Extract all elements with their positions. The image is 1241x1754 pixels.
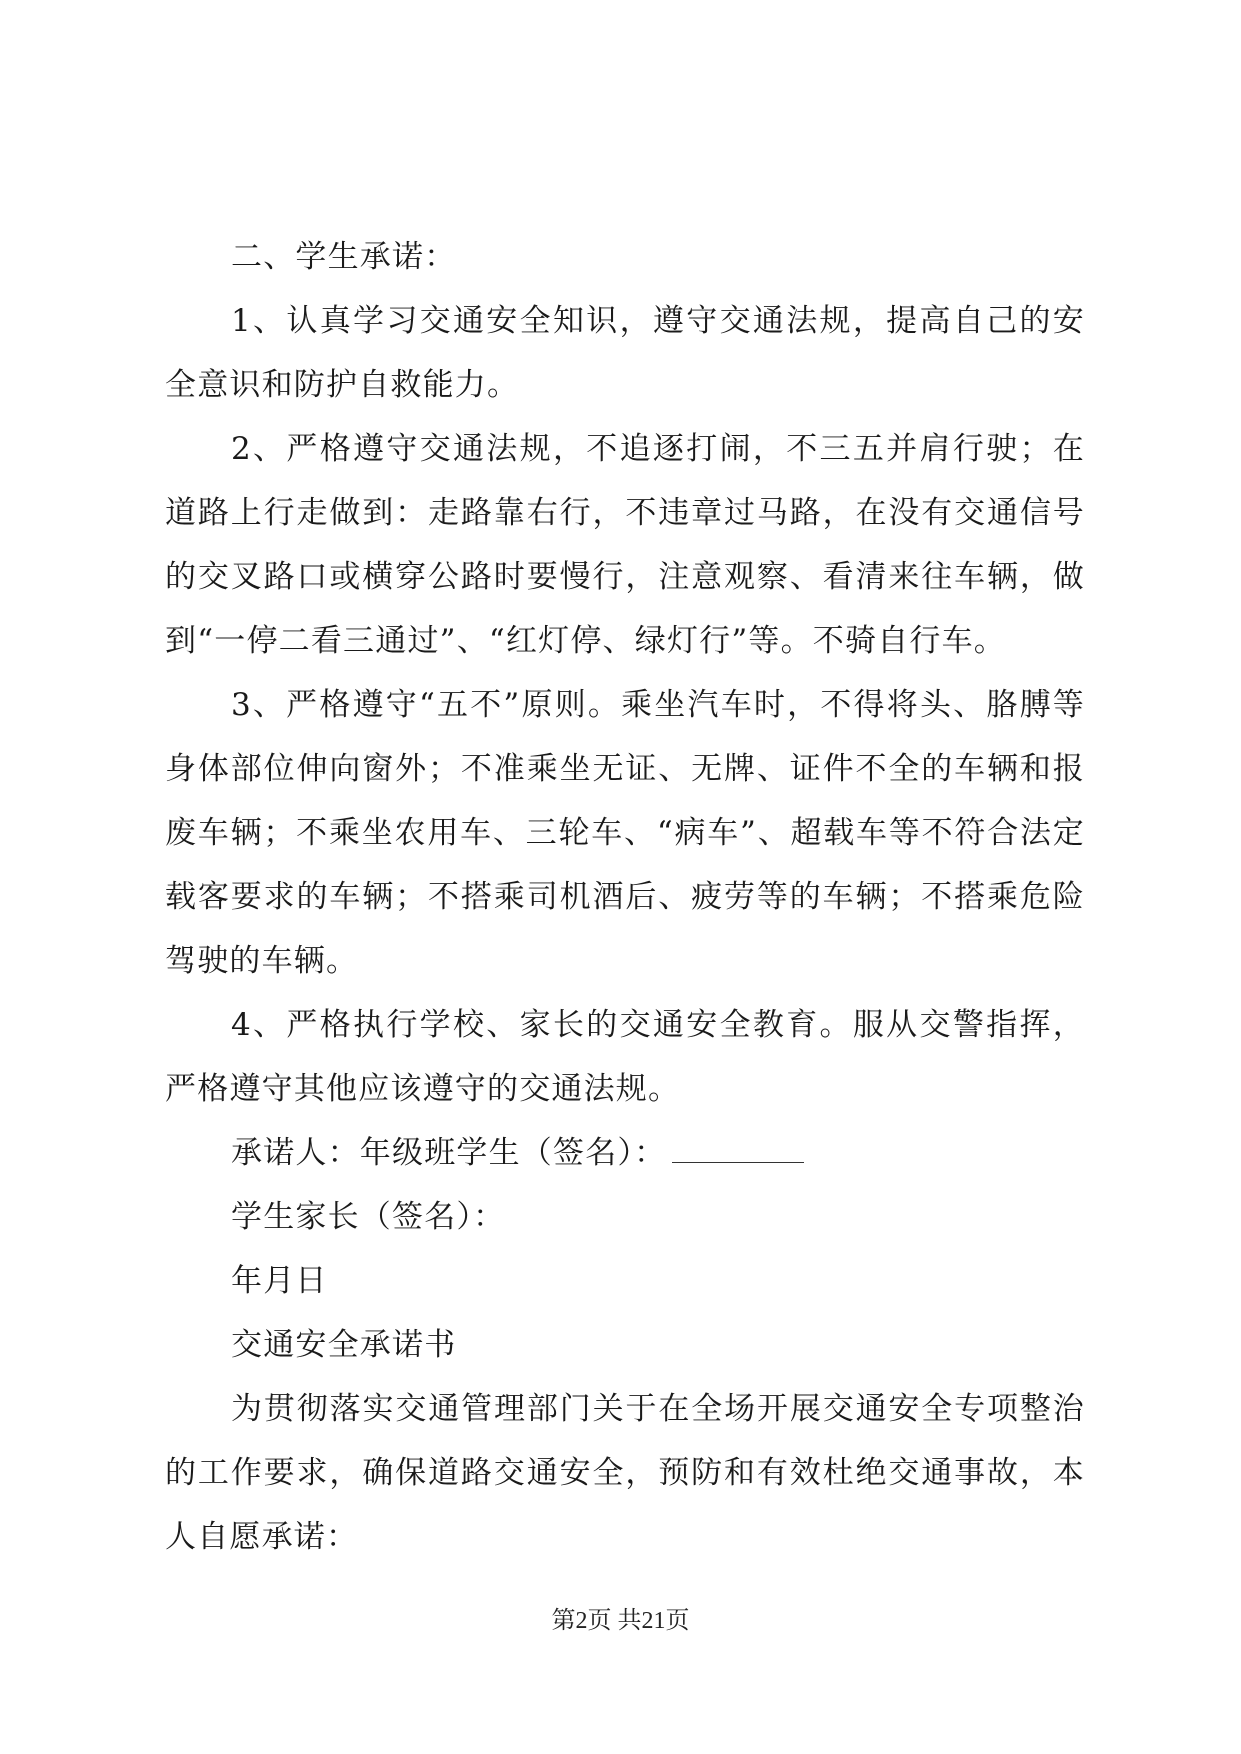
student-signature-line — [165, 1121, 1085, 1185]
student-signature-label: 承诺人：年级班学生（签名）： — [231, 1135, 667, 1171]
date-line: 年月日 — [231, 1263, 328, 1299]
intro-paragraph: 为贯彻落实交通管理部门关于在全场开展交通安全专项整治的工作要求，确保道路交通安全，预防和有效杜绝交通事故，本人自愿承诺： — [165, 1391, 1085, 1555]
parent-signature-line: 学生家长（签名）： — [231, 1199, 506, 1235]
commitment-item-3: 3、严格遵守“五不”原则。乘坐汽车时，不得将头、胳膊等身体部位伸向窗外；不准乘坐无证、无牌、证件不全的车辆和报废车辆；不乘坐农用车、三轮车、“病车”、超载车等不符合法定载客要求的车辆；不搭乘司机酒后、疲劳等的车辆；不搭乘危险驾驶的车辆。 — [165, 687, 1085, 979]
page-footer: 第2页 共21页 — [551, 1608, 690, 1634]
section-heading: 二、学生承诺： — [231, 239, 457, 275]
document-body — [165, 225, 1085, 1569]
document-title: 交通安全承诺书 — [231, 1327, 457, 1363]
commitment-item-4: 4、严格执行学校、家长的交通安全教育。服从交警指挥，严格遵守其他应该遵守的交通法规。 — [165, 1007, 1085, 1107]
signature-blank — [672, 1138, 804, 1163]
commitment-item-1: 1、认真学习交通安全知识，遵守交通法规，提高自己的安全意识和防护自救能力。 — [165, 303, 1085, 403]
commitment-item-2: 2、严格遵守交通法规，不追逐打闹，不三五并肩行驶；在道路上行走做到：走路靠右行，不违章过马路，在没有交通信号的交叉路口或横穿公路时要慢行，注意观察、看清来往车辆，做到“一停二看三通过”、“红灯停、绿灯行”等。不骑自行车。 — [165, 431, 1085, 659]
